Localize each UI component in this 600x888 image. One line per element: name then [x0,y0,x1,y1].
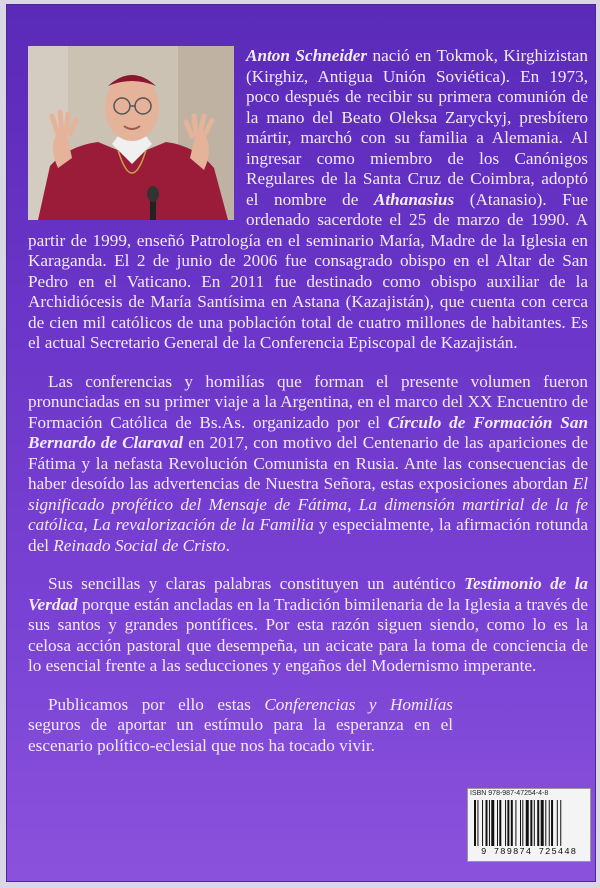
bio-text-1: nació en Tokmok, Kirghizistan (Kirghiz, Antigua Unión Soviética). En 1973, poco después de recibir su primera comunión de la mano del Beato Oleksa Zaryckyj, presbítero mártir, marchó con su familia a Alemania. Al ingresar como miembro de los Canónigos Regulares de la Santa Cruz de Coimbra, adoptó el nombre de [246,46,589,209]
barcode-bar [551,800,553,846]
barcode-bar [486,800,488,846]
conf-text-4: . [225,535,230,555]
conferences-paragraph [28,372,588,557]
reinado-social: Reinado Social de Cristo [53,535,226,555]
barcode-bar [507,800,509,846]
barcode-number: 9 789874 725448 [480,847,577,857]
barcode-bar [557,800,558,846]
barcode-bar [491,800,494,846]
conf-text-3: y especialmente, la afirmación rotunda del [28,515,588,555]
barcode-bar [474,800,476,846]
circulo-name: Círculo de Formación San Bernardo de Claraval [28,412,589,452]
barcode-bar [505,800,506,846]
author-name: Anton Schneider [246,46,368,65]
barcode-bar [530,800,532,846]
barcode-bar [560,800,561,846]
barcode-bar [537,800,539,846]
bio-text-2: (Atanasio). Fue ordenado sacerdote el 25 de marzo de 1990. A partir de 1999, enseñó Patrología en el seminario María, Madre de la Iglesia en Karaganda. El 2 de junio de 2006 fue consagrado obispo en el Altar de San Pedro en el Vaticano. En 2011 fue destinado como obispo auxiliar de la Archidiócesis de María Santísima en Astana (Kazajistán), que cuenta con cerca de cien mil católicos de una población total de cuatro millones de habitantes. Es el actual Secretario General de la Conferencia Episcopal de Kazajistán. [28,189,588,352]
barcode-bar [489,800,490,846]
barcode-bar [515,800,516,846]
barcode-bar [526,800,529,846]
conf-text-1: Las conferencias y homilías que forman el presente volumen fueron pronunciadas en su primer viaje a la Argentina, en el marco del XX Encuentro de Formación Católica de Bs.As. organizado por el [28,371,588,432]
closing-paragraph [28,695,453,757]
barcode-bar [549,800,550,846]
barcode-bar [520,800,521,846]
isbn-barcode [467,788,591,862]
conf-text-2: en 2017, con motivo del Centenario de las apariciones de Fátima y la nefasta Revolución Comunista en Rusia. Ante las consecuencias de haber desoído las advertencias de Nuestra Señora, estas exposiciones abordan [28,433,588,493]
barcode-bar [522,800,523,846]
isbn-label: ISBN 978-987-47254-4-8 [470,790,549,797]
book-titles: Conferencias y Homilías [264,694,453,714]
barcode-bar [534,800,535,846]
close-text-2: seguros de aportar un estímulo para la esperanza en el escenario político-eclesial que nos ha tocado vivir. [28,715,453,755]
testimony-paragraph [28,574,588,677]
testimonio-title: Testimonio de la Verdad [28,574,589,614]
barcode-bar [541,800,544,846]
barcode-bar [511,800,513,846]
cover-text [28,46,588,774]
barcode-bar [497,800,498,846]
back-cover [6,4,596,882]
religious-name: Athanasius [373,189,455,209]
conference-titles: El significado profético del Mensaje de Fátima, La dimensión martirial de la fe católica, La revalorización de la Familia [28,474,588,534]
barcode-bar [477,800,478,846]
test-text-2: porque están ancladas en la Tradición bimilenaria de la Iglesia a través de sus santos y grandes pontífices. Por esta razón siguen siendo, como lo es la celosa acción pastoral que desempeña, un acicate para la toma de conciencia de lo esencial frente a las seducciones y engaños del Modernismo imperante. [28,594,588,675]
barcode-bar [482,800,483,846]
barcode-bar [499,800,501,846]
barcode-bars [474,800,584,846]
close-text-1: Publicamos por ello estas [48,694,265,714]
barcode-bar [545,800,546,846]
author-photo [28,46,234,220]
test-text-1: Sus sencillas y claras palabras constituyen un auténtico [48,574,465,593]
